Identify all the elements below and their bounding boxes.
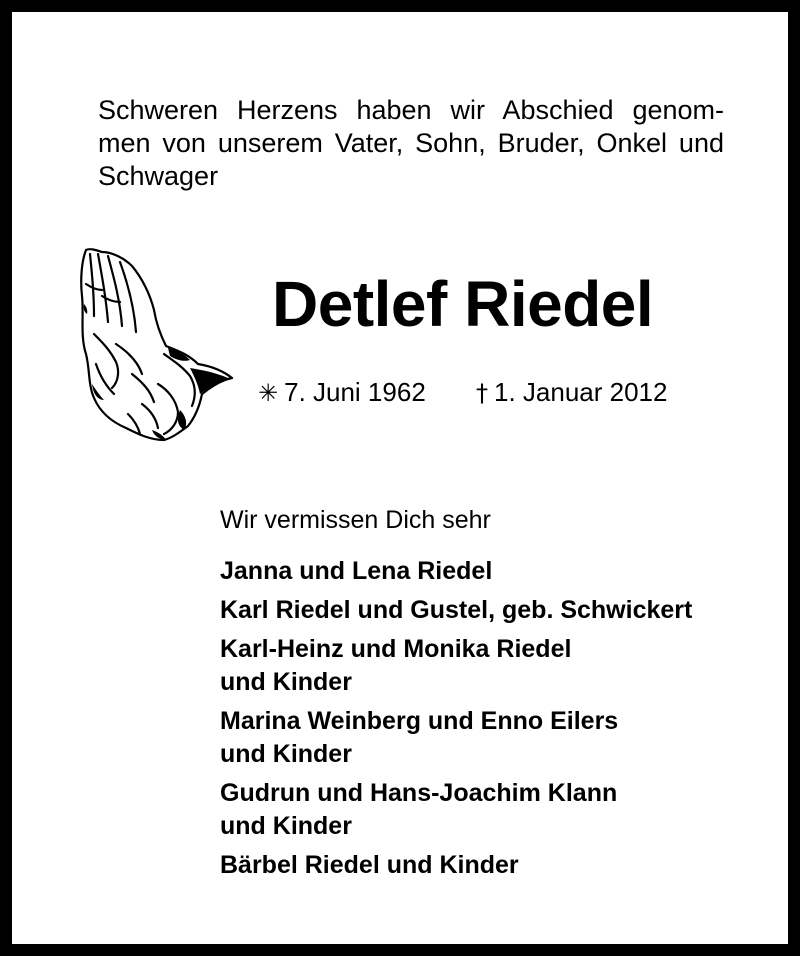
praying-hands-icon (72, 244, 234, 444)
intro-line: Schweren Herzens haben wir Abschied genom- (98, 95, 724, 125)
mourner-entry (220, 555, 692, 588)
mourner-line: und Kinder (220, 740, 352, 768)
mourner-line: Bärbel Riedel und Kinder (220, 851, 519, 879)
mourner-line: Karl Riedel und Gustel, geb. Schwickert (220, 596, 693, 624)
mourner-line: und Kinder (220, 812, 352, 840)
mourner-line: Gudrun und Hans-Joachim Klann (220, 779, 618, 807)
intro-line: men von unserem Vater, Sohn, Bruder, Onkel und (98, 128, 724, 158)
mourners-list (220, 555, 692, 888)
mourner-entry (220, 705, 692, 771)
closing-text: Wir vermissen Dich sehr (220, 506, 491, 534)
birth-star-icon: ✳ (258, 379, 279, 407)
mourner-entry (220, 594, 692, 627)
birth-date (258, 376, 426, 409)
death-date (476, 376, 667, 409)
mourner-entry (220, 633, 692, 699)
death-date-text: 1. Januar 2012 (494, 377, 668, 407)
intro-text (98, 94, 724, 193)
death-cross-icon: † (476, 379, 488, 407)
mourner-line: und Kinder (220, 668, 352, 696)
mourner-entry (220, 849, 692, 882)
mourner-entry (220, 777, 692, 843)
mourner-line: Janna und Lena Riedel (220, 557, 493, 585)
deceased-name: Detlef Riedel (272, 268, 654, 340)
mourner-line: Marina Weinberg und Enno Eilers (220, 707, 619, 735)
mourner-line: Karl-Heinz und Monika Riedel (220, 635, 572, 663)
intro-line: Schwager (98, 161, 219, 191)
birth-date-text: 7. Juni 1962 (284, 377, 426, 407)
